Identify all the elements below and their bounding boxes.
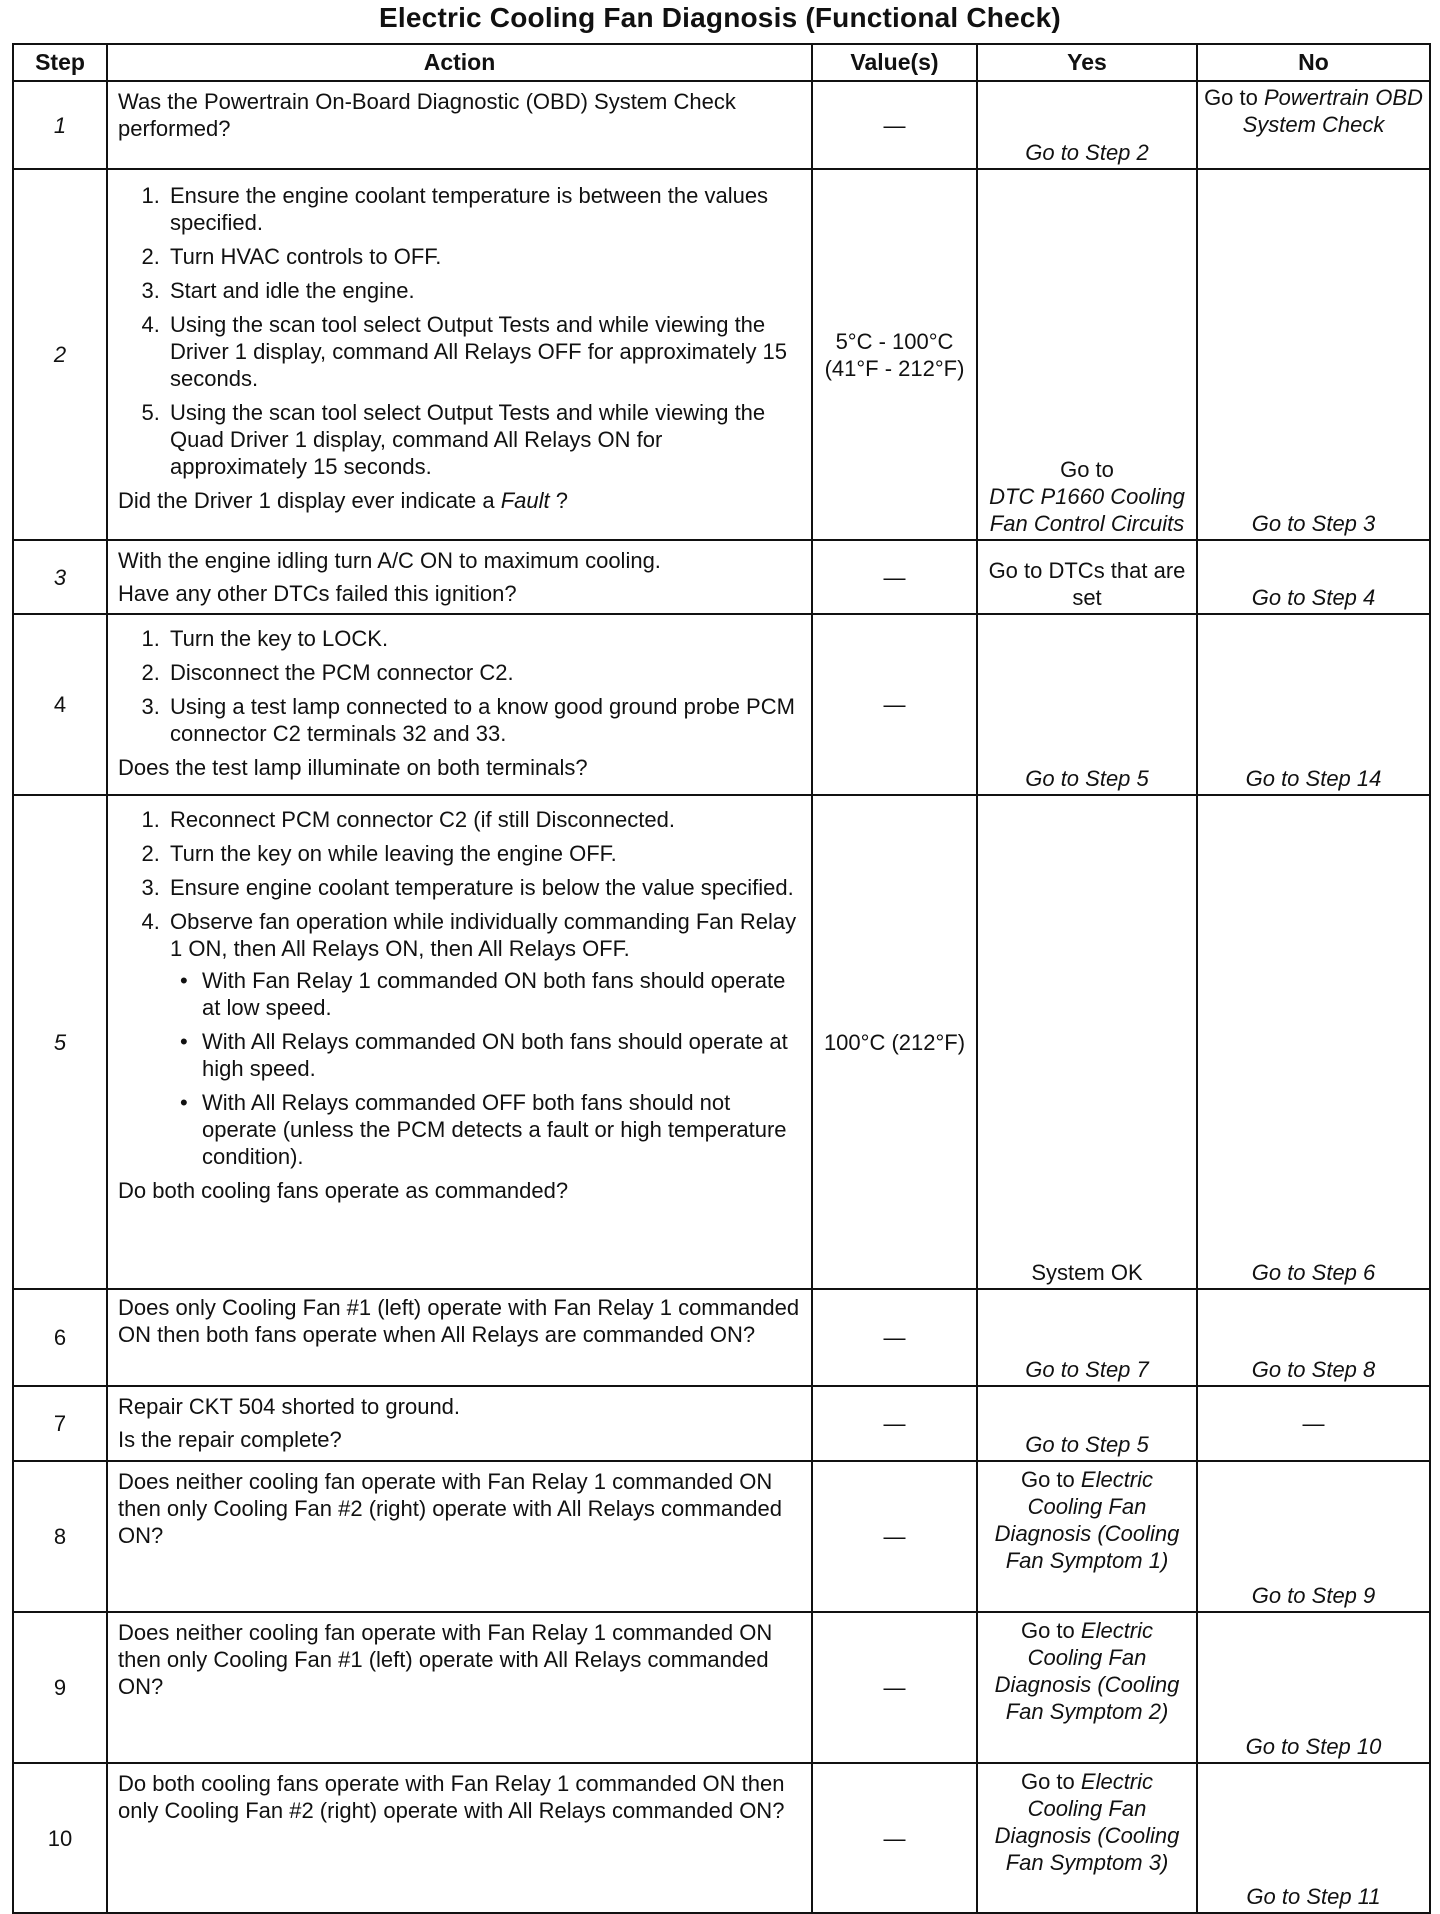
col-header-values: Value(s) [812,44,977,81]
question-text: Have any other DTCs failed this ignition? [118,581,517,606]
no-cell: Go to Step 14 [1197,614,1430,795]
action-text: With the engine idling turn A/C ON to maximum cooling. [118,548,661,573]
value-cell: — [812,1461,977,1612]
bullet-item: • With All Relays commanded OFF both fans should not operate (unless the PCM detects a fault or high temperature condition). [198,1089,803,1170]
step-number: 4 [13,614,107,795]
question-text: Does the test lamp illuminate on both terminals? [118,755,588,780]
action-cell [107,540,812,614]
question-text: Do both cooling fans operate as commanded? [118,1178,569,1203]
procedure-step: 1. Reconnect PCM connector C2 (if still Disconnected. [166,806,803,833]
value-cell: — [812,1289,977,1386]
action-cell [107,1612,812,1763]
value-celsius: 5°C - 100°C [835,328,954,354]
table-row-step-2 [13,169,1430,540]
procedure-step: 2. Turn HVAC controls to OFF. [166,243,803,270]
step-number: 8 [13,1461,107,1612]
bullet-item: • With All Relays commanded ON both fans should operate at high speed. [198,1028,803,1082]
question-text: Does neither cooling fan operate with Fan Relay 1 commanded ON then only Cooling Fan #1 (left) operate with All Relays commanded ON? [118,1620,773,1699]
table-row-step-9 [13,1612,1430,1763]
yes-prefix: Go to [1020,1769,1081,1794]
procedure-step: 2. Turn the key on while leaving the engine OFF. [166,840,803,867]
step-number: 3 [13,540,107,614]
action-cell [107,795,812,1289]
question-text: Does only Cooling Fan #1 (left) operate with Fan Relay 1 commanded ON then both fans operate when All Relays are commanded ON? [118,1295,800,1347]
value-cell: — [812,540,977,614]
yes-link: Electric Cooling Fan Diagnosis (Cooling Fan Symptom 1) [994,1467,1180,1573]
table-row-step-1 [13,81,1430,169]
step-number: 1 [13,81,107,169]
value-cell: — [812,81,977,169]
page-title: Electric Cooling Fan Diagnosis (Functional Check) [379,2,1061,33]
yes-prefix: Go to [1020,1618,1081,1643]
step-number: 9 [13,1612,107,1763]
procedure-step: 1. Turn the key to LOCK. [166,625,803,652]
no-prefix: Go to [1204,85,1264,110]
step-number: 10 [13,1763,107,1913]
col-header-action: Action [107,44,812,81]
value-fahrenheit: (41°F - 212°F) [824,355,965,381]
procedure-step: 4. Observe fan operation while individually commanding Fan Relay 1 ON, then All Relays ON, then All Relays OFF. • With Fan Relay 1 commanded ON both fans should operate at low speed. • With All Relays commanded ON both fans should operate at high speed. • With All Relays commanded OFF both fans should not operate (unless the PCM detects a fault or high temperature condition). [166,908,803,1170]
diagnosis-table [12,43,1431,1914]
action-text: Was the Powertrain On-Board Diagnostic (OBD) System Check performed? [118,89,736,141]
yes-cell [977,169,1197,540]
procedure-step: 3. Using a test lamp connected to a know good ground probe PCM connector C2 terminals 32 and 33. [166,693,803,747]
table-row-step-7 [13,1386,1430,1461]
yes-cell: Go to Step 5 [977,1386,1197,1461]
table-row-step-6 [13,1289,1430,1386]
step-number: 6 [13,1289,107,1386]
no-link: Powertrain OBD System Check [1242,85,1423,137]
yes-cell: Go to Step 7 [977,1289,1197,1386]
action-text: Repair CKT 504 shorted to ground. [118,1394,461,1419]
step-number: 5 [13,795,107,1289]
question-text: Does neither cooling fan operate with Fan Relay 1 commanded ON then only Cooling Fan #2 (right) operate with All Relays commanded ON? [118,1469,783,1548]
table-row-step-3 [13,540,1430,614]
action-cell [107,1289,812,1386]
action-cell [107,1461,812,1612]
procedure-step: 5. Using the scan tool select Output Tests and while viewing the Quad Driver 1 display, command All Relays ON for approximately 15 seconds. [166,399,803,480]
procedure-step: 3. Start and idle the engine. [166,277,803,304]
no-cell: Go to Step 4 [1197,540,1430,614]
yes-cell: Go to Step 5 [977,614,1197,795]
question-text: Did the Driver 1 display ever indicate a Fault ? [118,488,569,513]
table-row-step-4 [13,614,1430,795]
yes-cell: System OK [977,795,1197,1289]
procedure-step: 2. Disconnect the PCM connector C2. [166,659,803,686]
value-cell [812,169,977,540]
procedure-step: 4. Using the scan tool select Output Tests and while viewing the Driver 1 display, command All Relays OFF for approximately 15 seconds. [166,311,803,392]
step-number: 7 [13,1386,107,1461]
procedure-list [118,182,803,480]
no-cell: Go to Step 10 [1197,1612,1430,1763]
table-row-step-5 [13,795,1430,1289]
action-cell [107,81,812,169]
no-cell: Go to Step 8 [1197,1289,1430,1386]
yes-prefix: Go to [1060,457,1114,482]
col-header-yes: Yes [977,44,1197,81]
no-cell: Go to Step 9 [1197,1461,1430,1612]
value-cell: — [812,1612,977,1763]
table-row-step-8 [13,1461,1430,1612]
value-cell: 100°C (212°F) [812,795,977,1289]
table-row-step-10 [13,1763,1430,1913]
no-cell: Go to Step 3 [1197,169,1430,540]
yes-cell: Go to Step 2 [977,81,1197,169]
procedure-step: 1. Ensure the engine coolant temperature is between the values specified. [166,182,803,236]
col-header-step: Step [13,44,107,81]
yes-prefix: Go to [1020,1467,1081,1492]
bullet-item: • With Fan Relay 1 commanded ON both fans should operate at low speed. [198,967,803,1021]
yes-cell: Go to DTCs that are set [977,540,1197,614]
yes-link: Electric Cooling Fan Diagnosis (Cooling Fan Symptom 2) [994,1618,1180,1724]
procedure-step: 3. Ensure engine coolant temperature is below the value specified. [166,874,803,901]
question-text: Do both cooling fans operate with Fan Relay 1 commanded ON then only Cooling Fan #2 (right) operate with All Relays commanded ON? [118,1771,785,1823]
no-cell: — [1197,1386,1430,1461]
action-cell [107,1763,812,1913]
yes-cell [977,1612,1197,1763]
value-cell: — [812,1763,977,1913]
yes-link: Electric Cooling Fan Diagnosis (Cooling Fan Symptom 3) [994,1769,1180,1875]
yes-cell [977,1461,1197,1612]
col-header-no: No [1197,44,1430,81]
action-cell [107,614,812,795]
no-cell [1197,81,1430,169]
action-cell [107,1386,812,1461]
no-cell: Go to Step 6 [1197,795,1430,1289]
yes-link: DTC P1660 Cooling Fan Control Circuits [989,484,1185,536]
no-cell: Go to Step 11 [1197,1763,1430,1913]
procedure-list [118,806,803,1170]
action-cell [107,169,812,540]
step-number: 2 [13,169,107,540]
procedure-list [118,625,803,747]
value-cell: — [812,1386,977,1461]
value-cell: — [812,614,977,795]
bullet-list [170,967,803,1170]
question-text: Is the repair complete? [118,1427,342,1452]
header-row [13,44,1430,81]
yes-cell [977,1763,1197,1913]
